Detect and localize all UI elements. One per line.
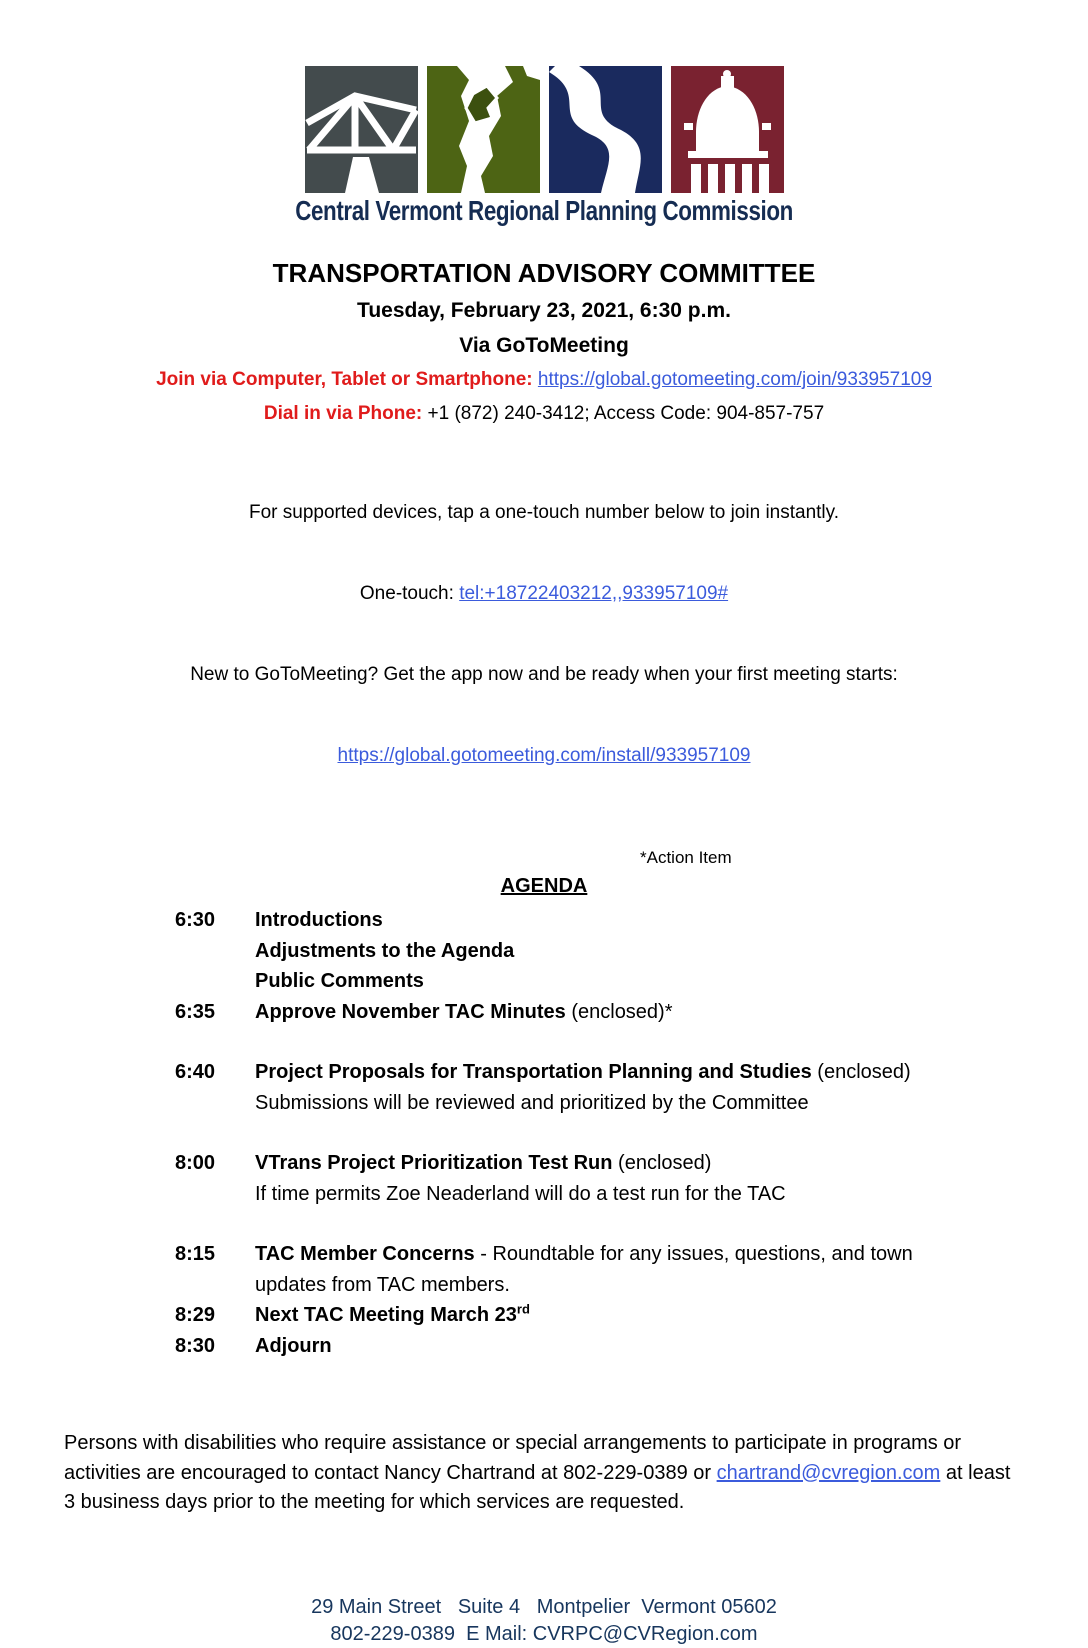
agenda-item-public-comments bbox=[175, 966, 1028, 997]
agenda-time: 6:35 bbox=[175, 1000, 216, 1023]
join-line bbox=[0, 367, 1088, 393]
instructions-line3: New to GoToMeeting? Get the app now and be ready when your first meeting starts: bbox=[190, 664, 898, 685]
agenda-subline: If time permits Zoe Neaderland will do a test run for the TAC bbox=[255, 1182, 786, 1205]
agenda-subline: Submissions will be reviewed and prioritized by the Committee bbox=[255, 1091, 809, 1114]
agenda-list bbox=[175, 905, 1028, 1361]
logo-wordmark-wrap bbox=[0, 195, 1088, 229]
agenda-time: 8:30 bbox=[175, 1334, 216, 1357]
notice-text-after: at least 3 business days prior to the meeting for which services are requested. bbox=[64, 1461, 1011, 1513]
agenda-time: 6:40 bbox=[175, 1061, 216, 1083]
agenda-title: VTrans Project Prioritization Test Run bbox=[255, 1152, 613, 1174]
agenda-item-project-proposals bbox=[175, 1057, 1028, 1118]
agenda-spacer bbox=[175, 1118, 1028, 1148]
agenda-detail: (enclosed)* bbox=[565, 1000, 673, 1023]
agenda-time bbox=[175, 966, 255, 997]
join-label: Join via Computer, Tablet or Smartphone: bbox=[156, 369, 538, 390]
capitol-dome-icon bbox=[671, 66, 784, 193]
agenda-time: 6:30 bbox=[175, 909, 216, 931]
agenda-item-adjustments bbox=[175, 936, 1028, 967]
agenda-title: TAC Member Concerns bbox=[255, 1243, 475, 1265]
agenda-item-vtrans-test-run bbox=[175, 1148, 1028, 1209]
cvrpc-logo bbox=[0, 0, 1088, 193]
agenda-title: Approve November TAC Minutes bbox=[255, 1000, 566, 1023]
footer-contact: 802-229-0389 E Mail: CVRPC@CVRegion.com bbox=[330, 1622, 758, 1645]
agenda-time: 8:15 bbox=[175, 1243, 216, 1265]
agenda-title: Adjourn bbox=[255, 1334, 332, 1357]
agenda-detail: (enclosed) bbox=[811, 1061, 911, 1083]
accessibility-notice bbox=[64, 1429, 1024, 1518]
vermont-state-icon bbox=[427, 66, 540, 193]
meeting-platform: Via GoToMeeting bbox=[459, 334, 629, 357]
one-touch-link[interactable]: tel:+18722403212,,933957109# bbox=[459, 583, 729, 604]
winding-road-icon bbox=[549, 66, 662, 193]
logo-wordmark: Central Vermont Regional Planning Commission bbox=[295, 195, 793, 226]
agenda-title: Public Comments bbox=[255, 970, 424, 992]
contact-email-link[interactable]: chartrand@cvregion.com bbox=[716, 1461, 941, 1484]
join-meeting-link[interactable]: https://global.gotomeeting.com/join/933957109 bbox=[537, 369, 932, 390]
agenda-subline: updates from TAC members. bbox=[255, 1273, 510, 1296]
footer-address: 29 Main Street Suite 4 Montpelier Vermont 05602 bbox=[311, 1595, 777, 1618]
agenda-ordinal-suffix: rd bbox=[516, 1301, 530, 1317]
agenda-item-approve-minutes bbox=[175, 997, 1028, 1028]
agenda-spacer bbox=[175, 1209, 1028, 1239]
dial-label: Dial in via Phone: bbox=[263, 403, 428, 424]
one-touch-label: One-touch: bbox=[359, 583, 460, 604]
agenda-time: 8:00 bbox=[175, 1152, 216, 1174]
notice-text-before: Persons with disabilities who require assistance or special arrangements to participate in programs or activities are encouraged to contact Nancy Chartrand at 802-229-0389 or bbox=[64, 1432, 962, 1484]
footer bbox=[0, 1594, 1088, 1648]
agenda-title: Introductions bbox=[255, 909, 383, 931]
agenda-title: Project Proposals for Transportation Planning and Studies bbox=[255, 1061, 812, 1083]
instructions-line1: For supported devices, tap a one-touch number below to join instantly. bbox=[248, 502, 840, 523]
install-link[interactable]: https://global.gotomeeting.com/install/933957109 bbox=[337, 745, 751, 766]
agenda-detail: (enclosed) bbox=[612, 1152, 712, 1174]
agenda-detail: - Roundtable for any issues, questions, and town bbox=[474, 1243, 913, 1265]
install-line bbox=[0, 742, 1088, 769]
agenda-item-introductions bbox=[175, 905, 1028, 936]
agenda-time: 8:29 bbox=[175, 1304, 216, 1326]
meeting-datetime: Tuesday, February 23, 2021, 6:30 p.m. bbox=[357, 299, 731, 322]
agenda-spacer bbox=[175, 1027, 1028, 1057]
dial-value: +1 (872) 240-3412; Access Code: 904-857-757 bbox=[427, 403, 825, 424]
agenda-item-adjourn bbox=[175, 1331, 1028, 1362]
agenda-item-next-meeting bbox=[175, 1300, 1028, 1331]
bridge-icon bbox=[305, 66, 418, 193]
agenda-heading: AGENDA bbox=[500, 875, 588, 897]
agenda-title: Next TAC Meeting March 23 bbox=[255, 1304, 517, 1326]
agenda-time bbox=[175, 936, 255, 967]
one-touch-instructions bbox=[0, 445, 1088, 823]
agenda-title: Adjustments to the Agenda bbox=[255, 939, 515, 962]
dial-line bbox=[0, 401, 1088, 427]
action-item-note: *Action Item bbox=[640, 848, 732, 867]
agenda-item-member-concerns bbox=[175, 1239, 1028, 1300]
one-touch-line bbox=[0, 580, 1088, 607]
page-title: TRANSPORTATION ADVISORY COMMITTEE bbox=[272, 258, 816, 288]
